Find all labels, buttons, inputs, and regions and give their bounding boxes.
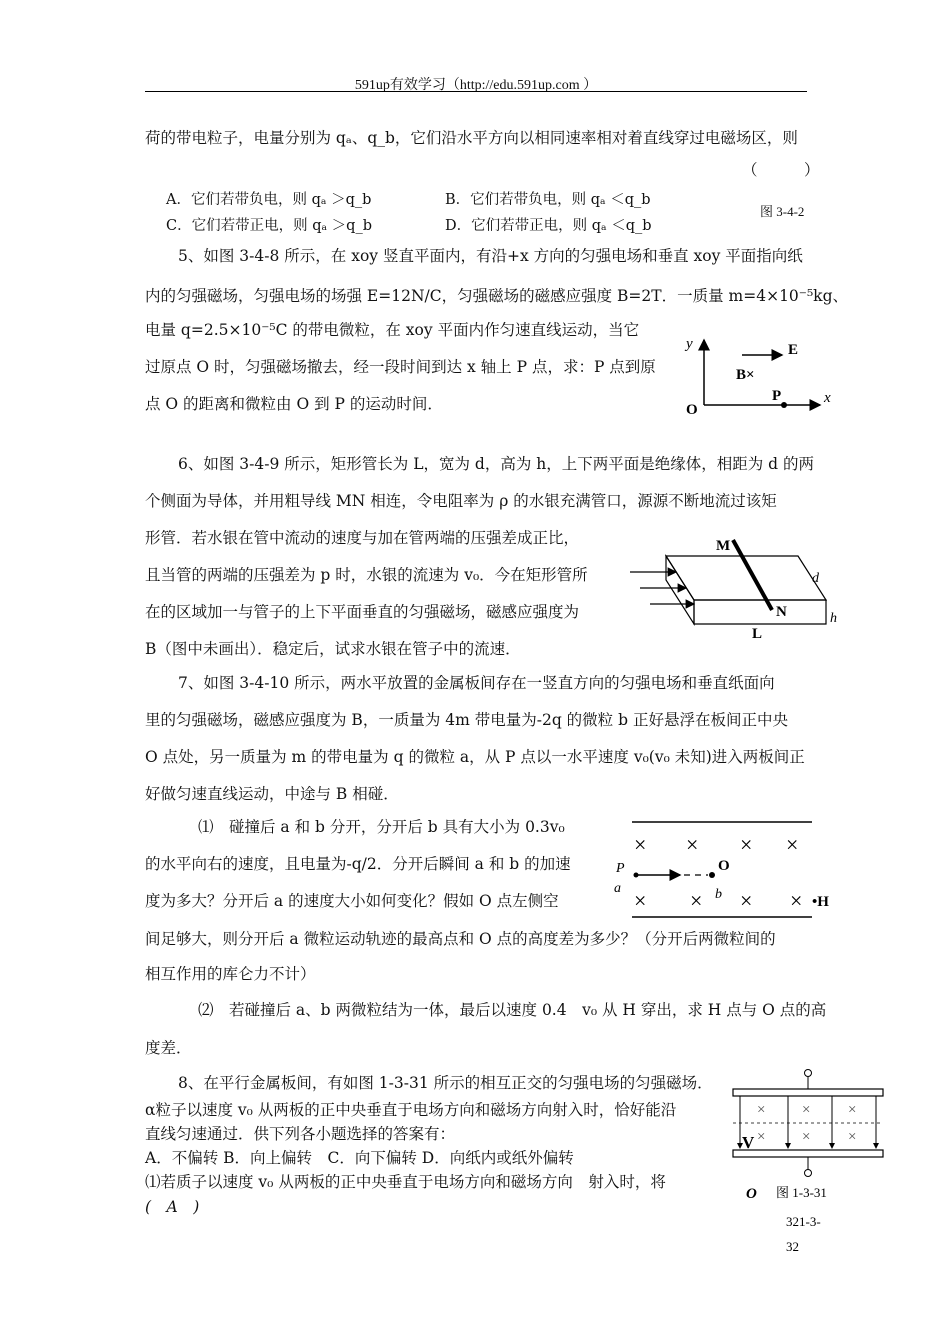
q7-line-2: 里的匀强磁场，磁感应强度为 B，一质量为 4m 带电量为-2q 的微粒 b 正好悬浮在板间正中央 [145,711,788,729]
q6-line-4: 且当管的两端的压强差为 p 时，水银的流速为 v₀．今在矩形管所 [145,566,588,584]
fig3410-cross: × [690,888,703,913]
q8-subq1-answer: ( A ) [145,1198,200,1216]
fig348-y-label: y [686,336,693,352]
fig3410-b-label: b [715,887,722,902]
fig3410-cross: × [786,832,799,857]
q5-line-4: 过原点 O 时，匀强磁场撤去，经一段时间到达 x 轴上 P 点，求：P 点到原 [145,358,656,376]
fig3410-cross: × [740,832,753,857]
fig1331-code-line2: 32 [786,1239,799,1254]
q7-part1-line-1: ⑴ 碰撞后 a 和 b 分开，分开后 b 具有大小为 0.3v₀ [198,818,565,836]
fig1331-cross: × [848,1102,857,1118]
q7-line-3: O 点处，另一质量为 m 的带电量为 q 的微粒 a，从 P 点以一水平速度 v₀(v₀ 未知)进入两板间正 [145,748,805,766]
q8-line-3: 直线匀速通过．供下列各小题选择的答案有： [145,1125,456,1143]
q7-part1-line-3: 度为多大？分开后 a 的速度大小如何变化？假如 O 点左侧空 [145,892,559,910]
q8-line-1: 8、在平行金属板间，有如图 1-3-31 所示的相互正交的匀强电场的匀强磁场． [178,1074,713,1092]
fig349-n-label: N [776,604,787,620]
fig1331-code-line1: 321-3- [786,1214,821,1229]
q4-answer-blank: （ ） [742,161,820,179]
fig1331-cross: × [802,1129,811,1145]
q5-line-5: 点 O 的距离和微粒由 O 到 P 的运动时间． [145,395,443,413]
fig3410-cross: × [634,832,647,857]
fig349-h-label: h [830,611,837,626]
q4-option-c: C．它们若带正电，则 qₐ ＞q_b [166,218,373,234]
q4-option-b: B．它们若带负电，则 qₐ ＜q_b [445,192,651,208]
fig3410-p-label: P [616,861,625,876]
q6-line-5: 在的区域加一与管子的上下平面垂直的匀强磁场，磁感应强度为 [145,603,580,621]
fig1331-cross: × [757,1102,766,1118]
q8-options: A．不偏转 B．向上偏转 C．向下偏转 D．向纸内或纸外偏转 [145,1149,574,1167]
q7-part2-line-1: ⑵ 若碰撞后 a、b 两微粒结为一体，最后以速度 0.4 v₀ 从 H 穿出，求 H 点与 O 点的高 [198,1001,827,1019]
fig348-o-label: O [686,402,698,418]
fig3410-a-label: a [614,881,621,896]
q7-part2-line-2: 度差． [145,1039,192,1057]
q6-line-6: B（图中未画出）．稳定后，试求水银在管子中的流速． [145,640,521,658]
fig349-d-label: d [812,571,819,586]
fig1331-label: 图 1-3-31 [776,1185,827,1200]
q6-line-3: 形管．若水银在管中流动的速度与加在管两端的压强差成正比， [145,529,580,547]
fig348-x-label: x [824,390,831,406]
q7-part1-line-4: 间足够大，则分开后 a 微粒运动轨迹的最高点和 O 点的高度差为多少？（分开后两微粒间的 [145,930,776,948]
q7-line-4: 好做匀速直线运动，中途与 B 相碰． [145,785,399,803]
fig348-b-label: B× [736,367,755,383]
q8-line-2: α粒子以速度 v₀ 从两板的正中央垂直于电场方向和磁场方向射入时，恰好能沿 [145,1101,677,1119]
fig1331-v-label: V [742,1133,755,1152]
fig1331-cross: × [802,1102,811,1118]
fig3410-cross: × [686,832,699,857]
q4-option-d: D．它们若带正电，则 qₐ ＜q_b [445,218,652,234]
q5-line-3: 电量 q=2.5×10⁻⁵C 的带电微粒，在 xoy 平面内作匀速直线运动，当它 [145,321,640,339]
fig1331-cross: × [848,1129,857,1145]
fig1331-o-label: O [746,1186,757,1202]
q5-line-2: 内的匀强磁场，匀强电场的场强 E=12N/C，匀强磁场的磁感应强度 B=2T．一质量 m=4×10⁻⁵kg、 [145,287,848,305]
fig3410-cross: × [790,888,803,913]
q5-line-1: 5、如图 3-4-8 所示，在 xoy 竖直平面内，有沿+x 方向的匀强电场和垂直 xoy 平面指向纸 [178,247,803,265]
fig1331-cross: × [757,1129,766,1145]
fig348-e-label: E [788,342,799,358]
q4-option-a: A．它们若带负电，则 qₐ ＞q_b [166,192,372,208]
q7-part1-line-2: 的水平向右的速度，且电量为-q/2．分开后瞬间 a 和 b 的加速 [145,855,571,873]
fig3410-h-label: •H [812,894,829,910]
q6-line-2: 个侧面为导体，并用粗导线 MN 相连，令电阻率为 ρ 的水银充满管口，源源不断地流过该矩 [145,492,777,510]
fig3410-cross: × [634,888,647,913]
q6-line-1: 6、如图 3-4-9 所示，矩形管长为 L，宽为 d，高为 h，上下两平面是绝缘体，相距为 d 的两 [178,455,815,473]
q8-subq1: ⑴若质子以速度 v₀ 从两板的正中央垂直于电场方向和磁场方向 射入时，将 [145,1173,666,1191]
page-header: 591up有效学习（http://edu.591up.com ） [354,78,598,93]
q4-stem-line: 荷的带电粒子，电量分别为 qₐ、q_b，它们沿水平方向以相同速率相对着直线穿过电磁场区，则 [145,129,798,147]
fig3410-o-label: O [718,858,730,874]
fig-3-4-2-label: 图 3-4-2 [760,204,805,219]
q7-line-1: 7、如图 3-4-10 所示，两水平放置的金属板间存在一竖直方向的匀强电场和垂直纸面向 [178,674,775,692]
q7-part1-line-5: 相互作用的库仑力不计） [145,965,316,983]
fig349-m-label: M [716,538,731,554]
fig3410-cross: × [740,888,753,913]
fig349-l-label: L [752,626,763,642]
fig348-p-label: P [772,388,782,404]
